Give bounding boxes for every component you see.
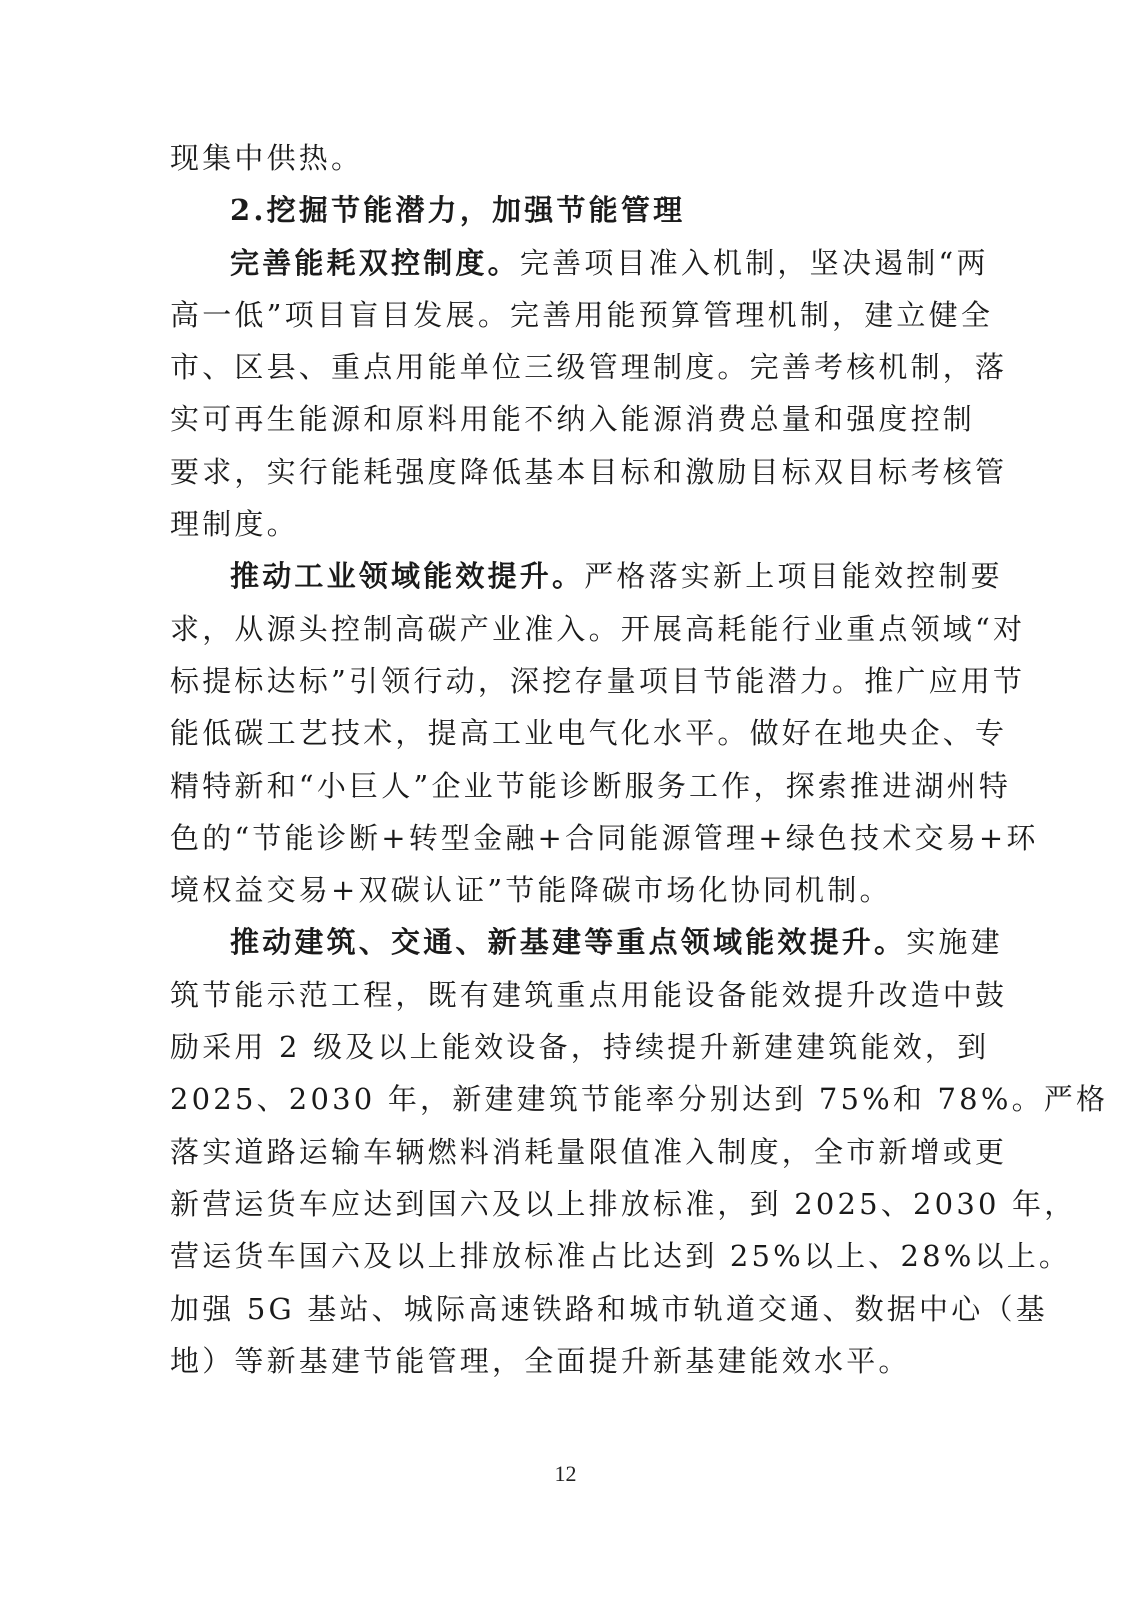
- text-line: 求，从源头控制高碳产业准入。开展高耗能行业重点领域“对: [170, 611, 1026, 646]
- text-line: 能低碳工艺技术，提高工业电气化水平。做好在地央企、专: [170, 716, 1008, 751]
- text-line: 标提标达标”引领行动，深挖存量项目节能潜力。推广应用节: [170, 663, 1026, 698]
- paragraph-lead-line: 推动建筑、交通、新基建等重点领域能效提升。实施建: [230, 925, 1003, 960]
- text-line: 理制度。: [170, 507, 299, 542]
- text-line: 境权益交易+双碳认证”节能降碳市场化协同机制。: [170, 873, 892, 908]
- text-line: 营运货车国六及以上排放标准占比达到 25%以上、28%以上。: [170, 1239, 1072, 1274]
- section-heading: 2.挖掘节能潜力，加强节能管理: [230, 193, 686, 228]
- text-line: 励采用 2 级及以上能效设备，持续提升新建建筑能效，到: [170, 1030, 990, 1065]
- paragraph-lead-line: 推动工业领域能效提升。严格落实新上项目能效控制要: [230, 559, 1003, 594]
- paragraph-lead: 推动工业领域能效提升。: [230, 559, 585, 594]
- text-line: 色的“节能诊断+转型金融+合同能源管理+绿色技术交易+环: [170, 820, 1039, 855]
- text-line: 2025、2030 年，新建建筑节能率分别达到 75%和 78%。严格: [170, 1082, 1109, 1117]
- text-line: 实可再生能源和原料用能不纳入能源消费总量和强度控制: [170, 402, 976, 437]
- body-text: [170, 132, 1109, 1387]
- paragraph-lead: 推动建筑、交通、新基建等重点领域能效提升。: [230, 925, 907, 960]
- page-number: 12: [554, 1461, 577, 1486]
- text-line: 现集中供热。: [170, 141, 364, 175]
- paragraph-lead-line: 完善能耗双控制度。完善项目准入机制，坚决遏制“两: [230, 245, 989, 280]
- text-line: 高一低”项目盲目发展。完善用能预算管理机制，建立健全: [170, 297, 994, 332]
- text-line: 精特新和“小巨人”企业节能诊断服务工作，探索推进湖州特: [170, 768, 1012, 803]
- text-line: 筑节能示范工程，既有建筑重点用能设备能效提升改造中鼓: [170, 977, 1008, 1012]
- text-line: 新营运货车应达到国六及以上排放标准，到 2025、2030 年，: [170, 1186, 1077, 1221]
- text-line: 地）等新基建节能管理，全面提升新基建能效水平。: [170, 1343, 911, 1378]
- text-line: 市、区县、重点用能单位三级管理制度。完善考核机制，落: [170, 350, 1008, 385]
- text-line: 要求，实行能耗强度降低基本目标和激励目标双目标考核管: [170, 454, 1008, 489]
- paragraph-lead: 完善能耗双控制度。: [230, 245, 520, 280]
- text-line: 落实道路运输车辆燃料消耗量限值准入制度，全市新增或更: [170, 1134, 1008, 1169]
- text-line: 加强 5G 基站、城际高速铁路和城市轨道交通、数据中心（基: [170, 1291, 1048, 1326]
